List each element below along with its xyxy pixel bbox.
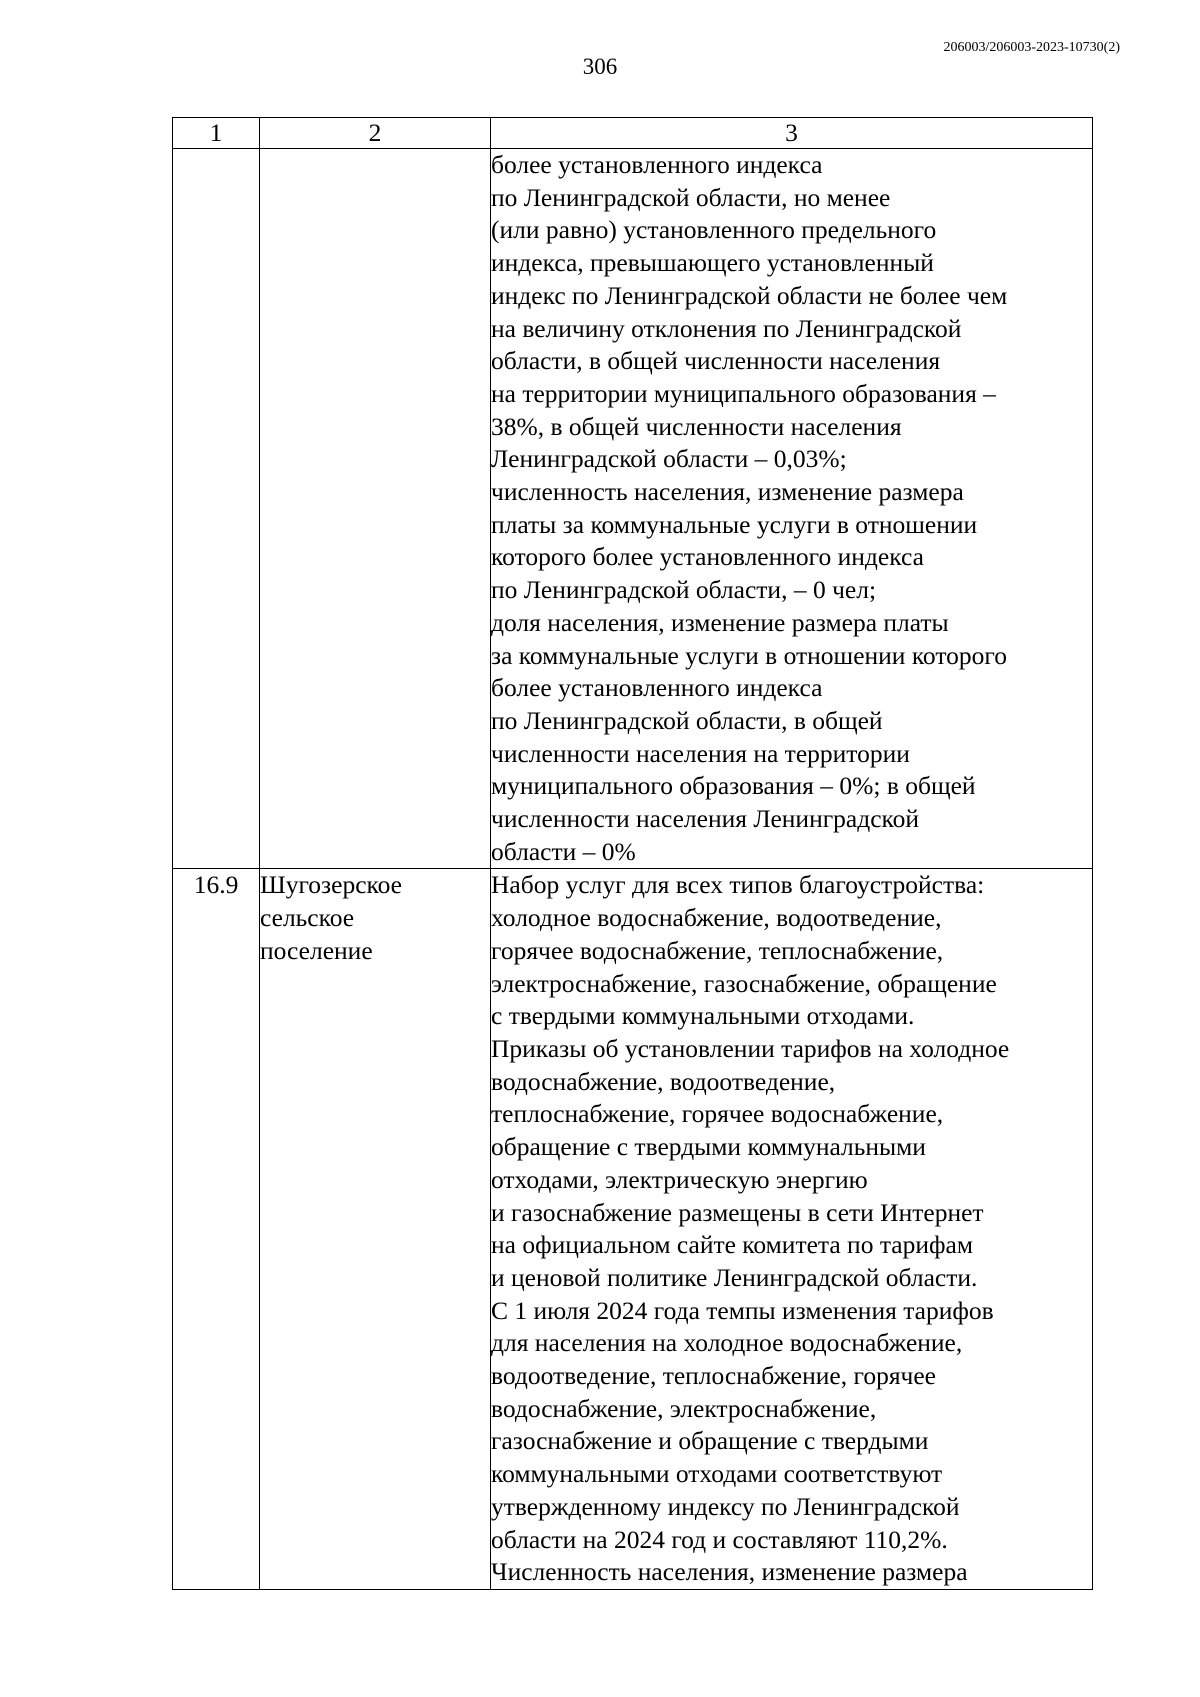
- description-line: горячее водоснабжение, теплоснабжение,: [491, 935, 944, 965]
- settlement-name-line: поселение: [260, 935, 373, 965]
- description-line: численности населения Ленинградской: [491, 804, 920, 834]
- description-line: с твердыми коммунальными отходами.: [491, 1001, 915, 1031]
- page-number: 306: [582, 54, 618, 79]
- row-number: 16.9: [173, 869, 260, 1589]
- description-line: по Ленинградской области, – 0 чел;: [491, 575, 877, 605]
- description-line: коммунальными отходами соответствуют: [491, 1459, 943, 1489]
- column-header-3: 3: [491, 118, 1093, 149]
- description-line: более установленного индекса: [491, 673, 823, 703]
- description-line: на официальном сайте комитета по тарифам: [491, 1230, 973, 1260]
- description-line: платы за коммунальные услуги в отношении: [491, 509, 978, 539]
- description-line: на величину отклонения по Ленинградской: [491, 313, 962, 343]
- description-line: численность населения, изменение размера: [491, 477, 964, 507]
- description-line: области – 0%: [491, 836, 636, 866]
- description-line: газоснабжение и обращение с твердыми: [491, 1426, 929, 1456]
- settlement-name: [260, 149, 491, 869]
- description-line: С 1 июля 2024 года темпы изменения тарифов: [491, 1295, 994, 1325]
- description-line: области, в общей численности населения: [491, 346, 941, 376]
- description-line: водоотведение, теплоснабжение, горячее: [491, 1361, 937, 1391]
- description-line: отходами, электрическую энергию: [491, 1164, 868, 1194]
- description-line: 38%, в общей численности населения: [491, 411, 902, 441]
- description-line: муниципального образования – 0%; в общей: [491, 771, 976, 801]
- description-line: теплоснабжение, горячее водоснабжение,: [491, 1099, 944, 1129]
- description-line: Ленинградской области – 0,03%;: [491, 444, 847, 474]
- description-line: (или равно) установленного предельного: [491, 215, 937, 245]
- settlement-name-line: сельское: [260, 903, 355, 933]
- settlement-name-line: Шугозерское: [260, 870, 402, 900]
- description-line: водоснабжение, электроснабжение,: [491, 1393, 877, 1423]
- description-line: для населения на холодное водоснабжение,: [491, 1328, 963, 1358]
- description-line: и газоснабжение размещены в сети Интернет: [491, 1197, 984, 1227]
- description-line: доля населения, изменение размера платы: [491, 607, 949, 637]
- description-cell: [491, 149, 1093, 869]
- description-line: более установленного индекса: [491, 150, 823, 179]
- row-number: [173, 149, 260, 869]
- description-line: индекс по Ленинградской области не более чем: [491, 280, 1008, 310]
- tariff-table: [172, 117, 1093, 1590]
- description-line: за коммунальные услуги в отношении которого: [491, 640, 1007, 670]
- table-row: [173, 149, 1093, 869]
- description-line: которого более установленного индекса: [491, 542, 924, 572]
- description-line: на территории муниципального образования –: [491, 378, 996, 408]
- description-line: численности населения на территории: [491, 738, 910, 768]
- table-header-row: [173, 118, 1093, 149]
- description-line: Приказы об установлении тарифов на холодное: [491, 1033, 1010, 1063]
- document-id: 206003/206003-2023-10730(2): [943, 40, 1120, 55]
- column-header-1: 1: [173, 118, 260, 149]
- description-line: холодное водоснабжение, водоотведение,: [491, 903, 942, 933]
- description-line: по Ленинградской области, но менее: [491, 182, 891, 212]
- settlement-name: [260, 869, 491, 1589]
- description-line: водоснабжение, водоотведение,: [491, 1066, 836, 1096]
- description-line: области на 2024 год и составляют 110,2%.: [491, 1524, 948, 1554]
- table-row: [173, 869, 1093, 1589]
- description-line: и ценовой политике Ленинградской области.: [491, 1262, 978, 1292]
- description-line: индекса, превышающего установленный: [491, 248, 934, 278]
- column-header-2: 2: [260, 118, 491, 149]
- description-line: электроснабжение, газоснабжение, обращение: [491, 968, 997, 998]
- description-cell: [491, 869, 1093, 1589]
- description-line: Численность населения, изменение размера: [491, 1557, 968, 1587]
- description-line: обращение с твердыми коммунальными: [491, 1132, 926, 1162]
- description-line: Набор услуг для всех типов благоустройства:: [491, 870, 985, 900]
- description-line: утвержденному индексу по Ленинградской: [491, 1491, 960, 1521]
- description-line: по Ленинградской области, в общей: [491, 705, 883, 735]
